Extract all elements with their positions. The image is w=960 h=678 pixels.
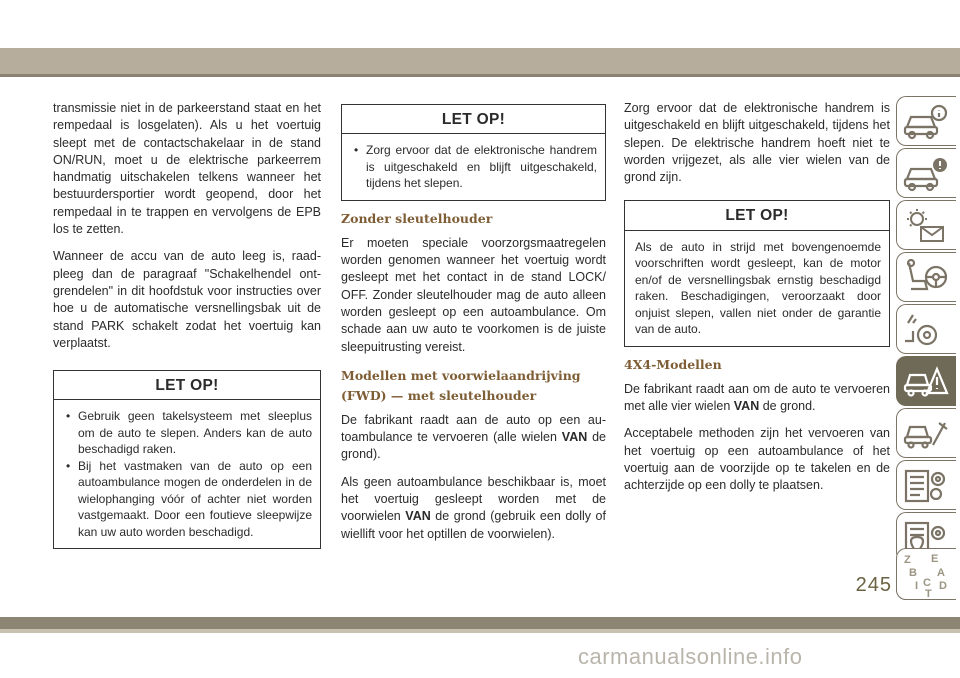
warning-item: • Zorg ervoor dat de elektronische handrem is uitgeschakeld en blijft uitgeschakeld, tijdens het slepen.	[352, 142, 597, 192]
svg-text:Z: Z	[904, 554, 911, 566]
car-warning-icon[interactable]	[896, 148, 956, 198]
paragraph: Acceptabele methoden zijn het vervoeren van het voertuig op een autoambulance of het voertuig aan de voorzijde op te takelen en de achterzijde op een dolly te plaatsen.	[624, 426, 890, 493]
warning-title: LET OP!	[342, 105, 605, 134]
page-number: 245	[855, 574, 892, 596]
svg-text:T: T	[925, 588, 932, 598]
svg-text:D: D	[939, 580, 947, 592]
column-right	[624, 100, 890, 505]
header-rule	[0, 74, 960, 77]
lights-message-icon[interactable]	[896, 200, 956, 250]
warning-item: • Gebruik geen takelsysteem met sleeplus om de auto te slepen. Anders kan de auto beschadigd raken.	[64, 408, 312, 458]
car-tools-icon[interactable]	[896, 408, 956, 458]
paragraph: Wanneer de accu van de auto leeg is, raadpleeg dan de paragraaf "Schakelhendel ontgrendelen" in dit hoofdstuk voor instructies over hoe u de automatische versnellingsbak uit de stand PARK schakelt zodat het voertuig kan verplaatst.	[53, 249, 321, 350]
footer-band	[0, 617, 960, 629]
section-heading: Modellen met voorwielaandrijving (FWD) — met sleutelhouder	[341, 367, 581, 403]
watermark: carmanualsonline.info	[578, 644, 803, 669]
car-info-icon[interactable]	[896, 96, 956, 146]
svg-text:C: C	[923, 577, 931, 589]
paragraph: De fabrikant raadt aan om de auto te vervoeren met alle vier wielen VAN de grond.	[624, 381, 890, 414]
svg-text:E: E	[931, 553, 939, 565]
paragraph: Er moeten speciale voorzorgsmaatregelen worden genomen wanneer het voertuig wordt gesleept met het contact in de stand LOCK/ OFF. Zonder sleutelhouder mag de auto alleen worden gesleept op een autoambulance. Om schade aan uw auto te voorkomen is de juiste sleepuitrusting vereist.	[341, 235, 606, 354]
alphabet-index-icon[interactable]	[896, 548, 956, 600]
svg-text:A: A	[937, 567, 945, 579]
car-hazard-icon[interactable]	[896, 304, 956, 354]
seat-steering-icon[interactable]	[896, 252, 956, 302]
column-middle	[341, 104, 606, 553]
car-hazard-icon-active[interactable]	[896, 356, 956, 406]
chapter-tabs	[894, 96, 960, 604]
column-left	[53, 100, 321, 549]
paragraph: Als geen autoambulance beschikbaar is, moet het voertuig gesleept worden met de voorwielen VAN de grond (gebruik een dolly of wiellift voor het optillen de voorwielen).	[341, 474, 606, 541]
list-settings-icon[interactable]	[896, 460, 956, 510]
footer-rule	[0, 629, 960, 633]
warning-box	[341, 104, 606, 201]
paragraph: Zorg ervoor dat de elektronische handrem is uitgeschakeld en blijft uitgeschakeld, tijdens het slepen. De elektrische handrem hoeft niet te worden vrijgezet, als alle vier wielen van de grond zijn.	[624, 101, 890, 185]
warning-box	[53, 370, 321, 549]
warning-title: LET OP!	[625, 201, 889, 230]
svg-text:I: I	[915, 580, 919, 592]
svg-text:B: B	[909, 567, 917, 579]
warning-box	[624, 200, 890, 346]
warning-title: LET OP!	[54, 371, 320, 400]
paragraph: transmissie niet in de parkeerstand staat en het rempedaal is losgelaten). Als u het voertuig sleept met de contactschakelaar in de stand ON/RUN, moet u de elektrische parkeerrem handmatig uitschakelen telkens wanneer het bestuurdersportier wordt geopend, door het rempedaal in te trappen en vervolgens de EPB los te zetten.	[53, 101, 321, 237]
section-heading: 4X4-Modellen	[624, 356, 722, 372]
section-heading: Zonder sleutelhouder	[341, 210, 493, 226]
warning-text: Als de auto in strijd met bovengenoemde voorschriften wordt gesleept, kan de motor en/of de versnellingsbak ernstig beschadigd raken. Beschadigingen, veroorzaakt door onjuist slepen, vallen niet onder de garantie van de auto.	[635, 239, 881, 337]
warning-item: • Bij het vastmaken van de auto op een autoambulance mogen de onderdelen in de wielophanging vóór of achter niet worden vastgemaakt. Door een foutieve sleepwijze kan uw auto worden beschadigd.	[64, 458, 312, 541]
paragraph: De fabrikant raadt aan de auto op een autoambulance te vervoeren (alle wielen VAN de grond).	[341, 412, 606, 462]
header-band	[0, 48, 960, 74]
